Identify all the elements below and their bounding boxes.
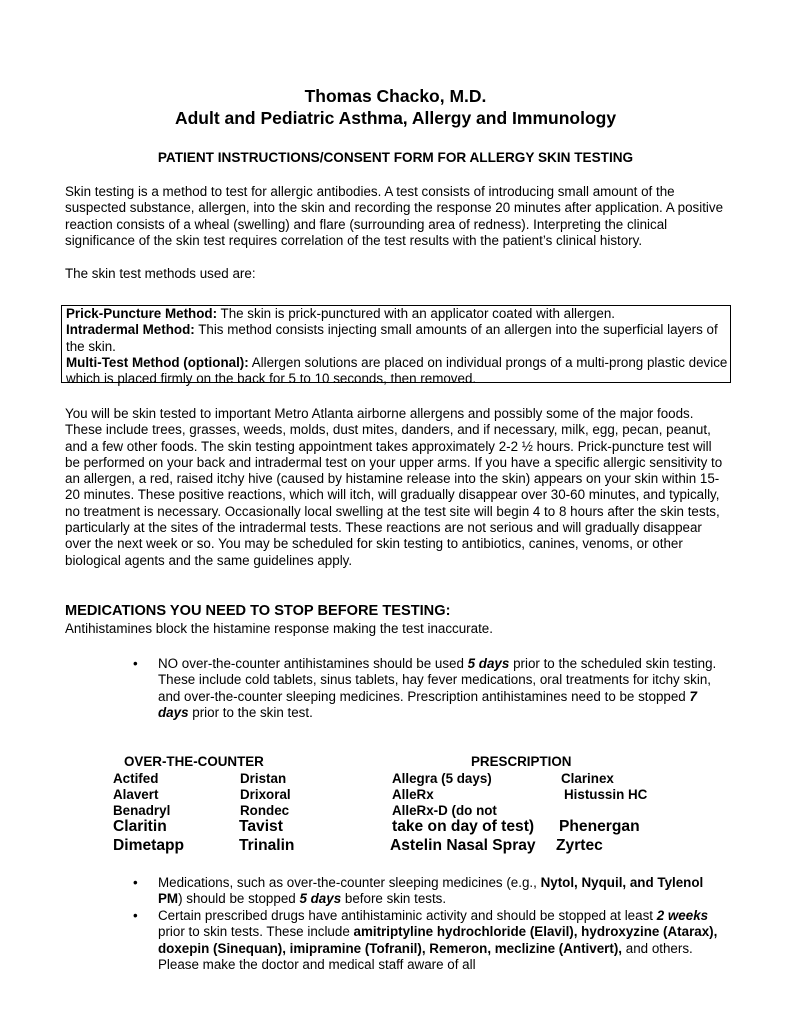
medications-heading: MEDICATIONS YOU NEED TO STOP BEFORE TESTING: [65, 603, 451, 619]
rx-item: AlleRx [392, 787, 434, 802]
otc-item: Drixoral [240, 787, 291, 802]
form-title: PATIENT INSTRUCTIONS/CONSENT FORM FOR ALLERGY SKIN TESTING [157, 150, 634, 165]
medications-lead: Antihistamines block the histamine response making the test inaccurate. [65, 621, 493, 636]
rx-item: Zyrtec [556, 837, 603, 854]
otc-item: Rondec [240, 803, 290, 818]
otc-item: Claritin [113, 818, 167, 835]
method-multitest: Multi-Test Method (optional): Allergen solutions are placed on individual prongs of a multi-prong plastic device which is placed firmly on the back for 5 to 10 seconds, then removed. [66, 354, 728, 387]
bullet-prescribed-drugs: Certain prescribed drugs have antihistaminic activity and should be stopped at least 2 weeks prior to skin tests. These include amitriptyline hydrochloride (Elavil), hydroxyzine (Atarax), doxepin (Sinequan), imipramine (Tofranil), Remeron, meclizine (Antivert), and others. Please make the doctor and medical staff aware of all [158, 908, 718, 972]
testing-paragraph: You will be skin tested to important Metro Atlanta airborne allergens and possibly some of the major foods. These include trees, grasses, weeds, molds, dust mites, danders, and if necessary, milk, egg, pecan, peanut, and a few other foods. The skin testing appointment takes approximately 2-2 ½ hours. Prick-puncture test will be performed on your back and intradermal test on your upper arms. If you have a specific allergic sensitivity to an allergen, a red, raised itchy hive (caused by histamine release into the skin) appears on your skin within 15-20 minutes. These positive reactions, which will itch, will gradually disappear over 30-60 minutes, and typically, no treatment is necessary. Occasionally local swelling at the test site will begin 4 to 8 hours after the skin tests, particularly at the sites of the intradermal tests. These reactions are not serious and will gradually disappear over the next week or so. You may be scheduled for skin testing to antibiotics, canines, venoms, or other biological agents and the same guidelines apply. [65, 406, 723, 568]
otc-item: Benadryl [113, 803, 171, 818]
rx-item: Phenergan [559, 818, 640, 835]
bullet-dot: • [133, 908, 138, 923]
bullet-dot: • [133, 875, 138, 890]
bullet-otc-antihistamines: NO over-the-counter antihistamines should be used 5 days prior to the scheduled skin testing. These include cold tablets, sinus tablets, hay fever medications, oral treatments for itchy skin, and over-the-counter sleeping medicines. Prescription antihistamines need to be stopped 7 days prior to the skin test. [158, 656, 717, 720]
rx-item: Clarinex [561, 771, 614, 786]
rx-item: Allegra (5 days) [392, 771, 492, 786]
methods-lead: The skin test methods used are: [65, 266, 256, 281]
rx-item: take on day of test) [392, 818, 535, 835]
method-intradermal: Intradermal Method: This method consists injecting small amounts of an allergen into the superficial layers of the skin. [66, 322, 718, 354]
practice-name: Adult and Pediatric Asthma, Allergy and Immunology [174, 108, 617, 128]
otc-item: Dristan [240, 771, 287, 786]
method-prick: Prick-Puncture Method: The skin is prick-punctured with an applicator coated with allergen. [66, 306, 615, 321]
otc-header: OVER-THE-COUNTER [124, 754, 264, 769]
rx-item: Astelin Nasal Spray [390, 837, 536, 854]
rx-item: AlleRx-D (do not [392, 803, 497, 818]
rx-header: PRESCRIPTION [471, 754, 572, 769]
otc-item: Actifed [113, 771, 159, 786]
intro-paragraph: Skin testing is a method to test for allergic antibodies. A test consists of introducing small amount of the suspected substance, allergen, into the skin and recording the response 20 minutes after application. A positive reaction consists of a wheal (swelling) and flare (surrounding area of redness). Interpreting the clinical significance of the skin test requires correlation of the test results with the patient’s clinical history. [65, 184, 724, 248]
bullet-dot: • [133, 656, 138, 671]
bullet-sleeping-medicines: Medications, such as over-the-counter sleeping medicines (e.g., Nytol, Nyquil, and Tylenol PM) should be stopped 5 days before skin tests. [158, 875, 704, 907]
otc-item: Tavist [239, 818, 283, 835]
methods-box [61, 305, 731, 387]
otc-item: Trinalin [239, 837, 295, 854]
rx-item: Histussin HC [564, 787, 648, 802]
otc-item: Dimetapp [113, 837, 185, 854]
doctor-name: Thomas Chacko, M.D. [304, 86, 487, 106]
otc-item: Alavert [113, 787, 159, 802]
